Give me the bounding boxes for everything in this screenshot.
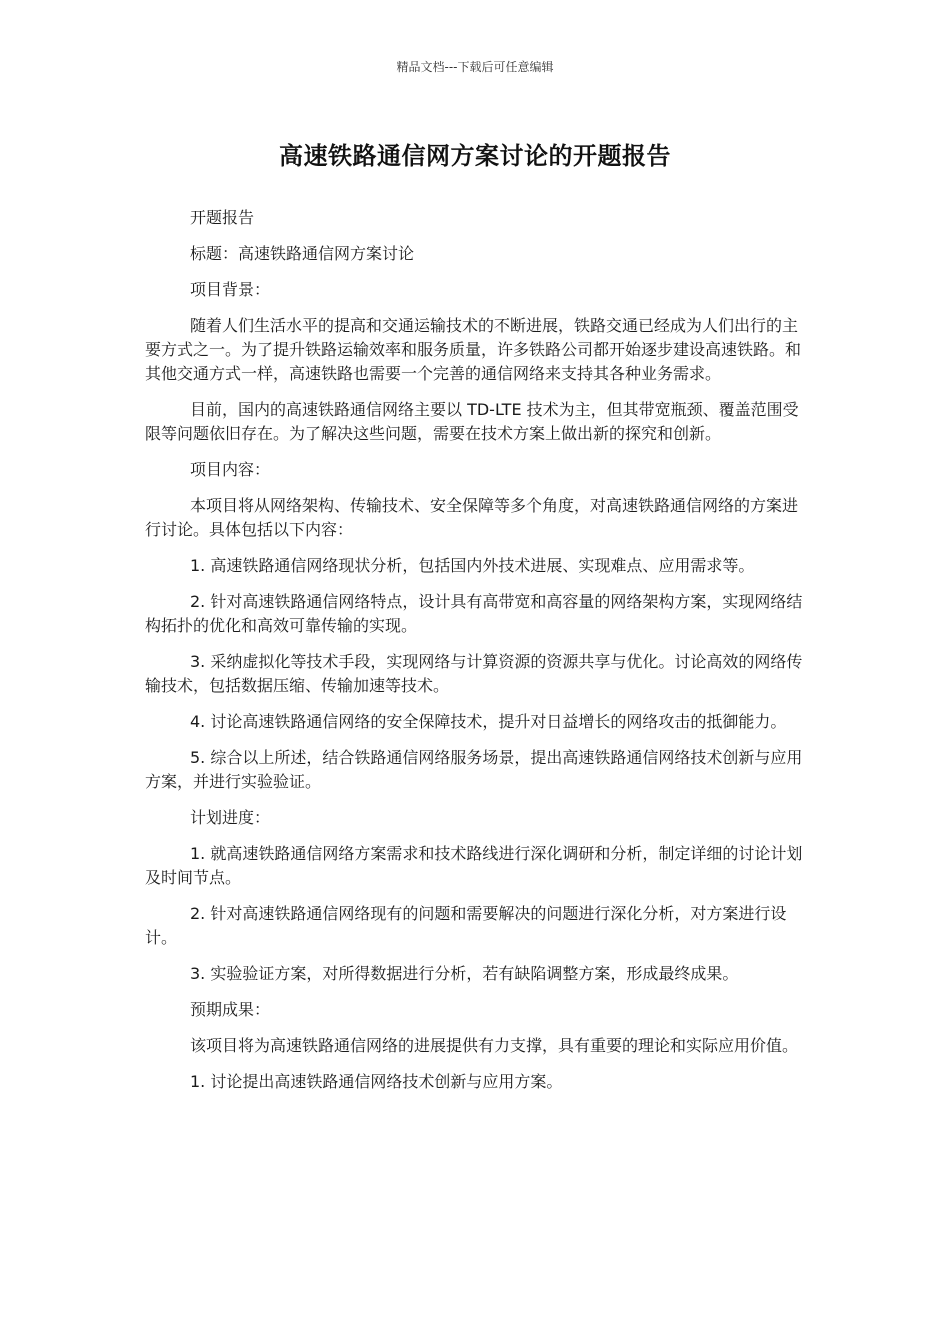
paragraph-results-intro: 该项目将为高速铁路通信网络的进展提供有力支撑，具有重要的理论和实际应用价值。 bbox=[190, 1036, 799, 1055]
paragraph-background-2: 目前，国内的高速铁路通信网络主要以 TD-LTE 技术为主，但其带宽瓶颈、覆盖范围受限等问题依旧存在。为了解决这些问题，需要在技术方案上做出新的探究和创新。 bbox=[145, 400, 799, 443]
list-item-content-1: 1. 高速铁路通信网络现状分析，包括国内外技术进展、实现难点、应用需求等。 bbox=[190, 556, 755, 575]
section-heading-schedule: 计划进度： bbox=[190, 808, 271, 827]
paragraph-background-1: 随着人们生活水平的提高和交通运输技术的不断进展，铁路交通已经成为人们出行的主要方式之一。为了提升铁路运输效率和服务质量，许多铁路公司都开始逐步建设高速铁路。和其他交通方式一样，高速铁路也需要一个完善的通信网络来支持其各种业务需求。 bbox=[145, 316, 802, 383]
list-item-content-2: 2. 针对高速铁路通信网络特点，设计具有高带宽和高容量的网络架构方案，实现网络结构拓扑的优化和高效可靠传输的实现。 bbox=[145, 592, 803, 635]
list-item-schedule-1: 1. 就高速铁路通信网络方案需求和技术路线进行深化调研和分析，制定详细的讨论计划及时间节点。 bbox=[145, 844, 803, 887]
section-heading-results: 预期成果： bbox=[190, 1000, 271, 1019]
paragraph-content-intro: 本项目将从网络架构、传输技术、安全保障等多个角度，对高速铁路通信网络的方案进行讨论。具体包括以下内容： bbox=[145, 496, 799, 539]
document-body bbox=[145, 206, 810, 1094]
list-item-content-4: 4. 讨论高速铁路通信网络的安全保障技术，提升对日益增长的网络攻击的抵御能力。 bbox=[190, 712, 787, 731]
list-item-schedule-3: 3. 实验验证方案，对所得数据进行分析，若有缺陷调整方案，形成最终成果。 bbox=[190, 964, 739, 983]
paragraph-subject: 标题：高速铁路通信网方案讨论 bbox=[190, 244, 415, 263]
list-item-content-3: 3. 采纳虚拟化等技术手段，实现网络与计算资源的资源共享与优化。讨论高效的网络传输技术，包括数据压缩、传输加速等技术。 bbox=[145, 652, 803, 695]
paragraph-heading-kaiti: 开题报告 bbox=[190, 208, 255, 227]
header-note: 精品文档---下载后可任意编辑 bbox=[396, 60, 554, 74]
list-item-results-1: 1. 讨论提出高速铁路通信网络技术创新与应用方案。 bbox=[190, 1072, 563, 1091]
document-title: 高速铁路通信网方案讨论的开题报告 bbox=[279, 142, 671, 170]
section-heading-content: 项目内容： bbox=[190, 460, 271, 479]
section-heading-background: 项目背景： bbox=[190, 280, 271, 299]
list-item-schedule-2: 2. 针对高速铁路通信网络现有的问题和需要解决的问题进行深化分析，对方案进行设计。 bbox=[145, 904, 787, 947]
list-item-content-5: 5. 综合以上所述，结合铁路通信网络服务场景，提出高速铁路通信网络技术创新与应用方案，并进行实验验证。 bbox=[145, 748, 803, 791]
